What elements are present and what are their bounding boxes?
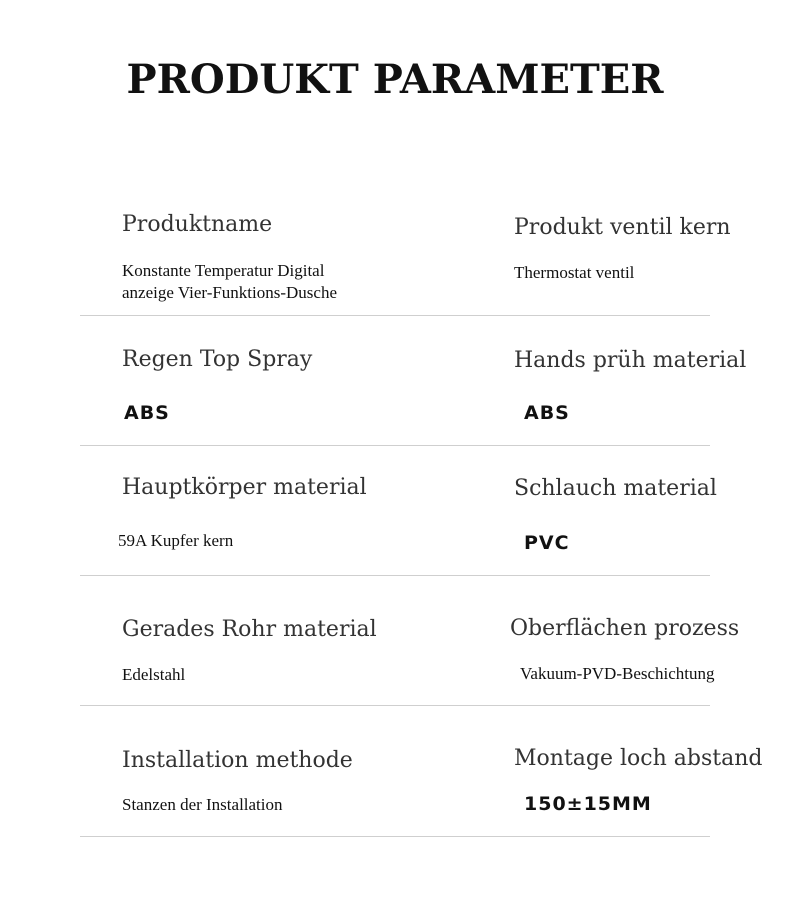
value-body-material: 59A Kupfer kern xyxy=(118,531,234,550)
label-hose-material: Schlauch material xyxy=(514,476,717,501)
value-installation-method: Stanzen der Installation xyxy=(122,795,283,814)
label-surface-process: Oberflächen prozess xyxy=(510,616,740,641)
row-divider xyxy=(80,705,710,706)
label-top-spray: Regen Top Spray xyxy=(122,347,313,372)
value-product-name-line2: anzeige Vier-Funktions-Dusche xyxy=(122,283,338,302)
row-divider xyxy=(80,315,710,316)
value-mounting-hole-distance: 150±15MM xyxy=(524,793,652,815)
value-hand-spray-material: ABS xyxy=(524,402,570,424)
value-product-name-line1: Konstante Temperatur Digital xyxy=(122,261,325,280)
page-title: PRODUKT PARAMETER xyxy=(126,56,664,103)
label-mounting-hole-distance: Montage loch abstand xyxy=(514,746,763,771)
value-hose-material: PVC xyxy=(524,532,570,554)
label-hand-spray-material: Hands prüh material xyxy=(514,348,747,373)
label-body-material: Hauptkörper material xyxy=(122,475,367,500)
label-valve-core: Produkt ventil kern xyxy=(514,215,731,240)
value-pipe-material: Edelstahl xyxy=(122,665,186,684)
row-divider xyxy=(80,575,710,576)
value-top-spray: ABS xyxy=(124,402,170,424)
row-divider xyxy=(80,445,710,446)
value-valve-core: Thermostat ventil xyxy=(514,263,635,282)
label-installation-method: Installation methode xyxy=(122,748,353,773)
value-surface-process: Vakuum-PVD-Beschichtung xyxy=(520,664,715,683)
row-divider xyxy=(80,836,710,837)
label-pipe-material: Gerades Rohr material xyxy=(122,617,377,642)
label-product-name: Produktname xyxy=(122,212,273,237)
